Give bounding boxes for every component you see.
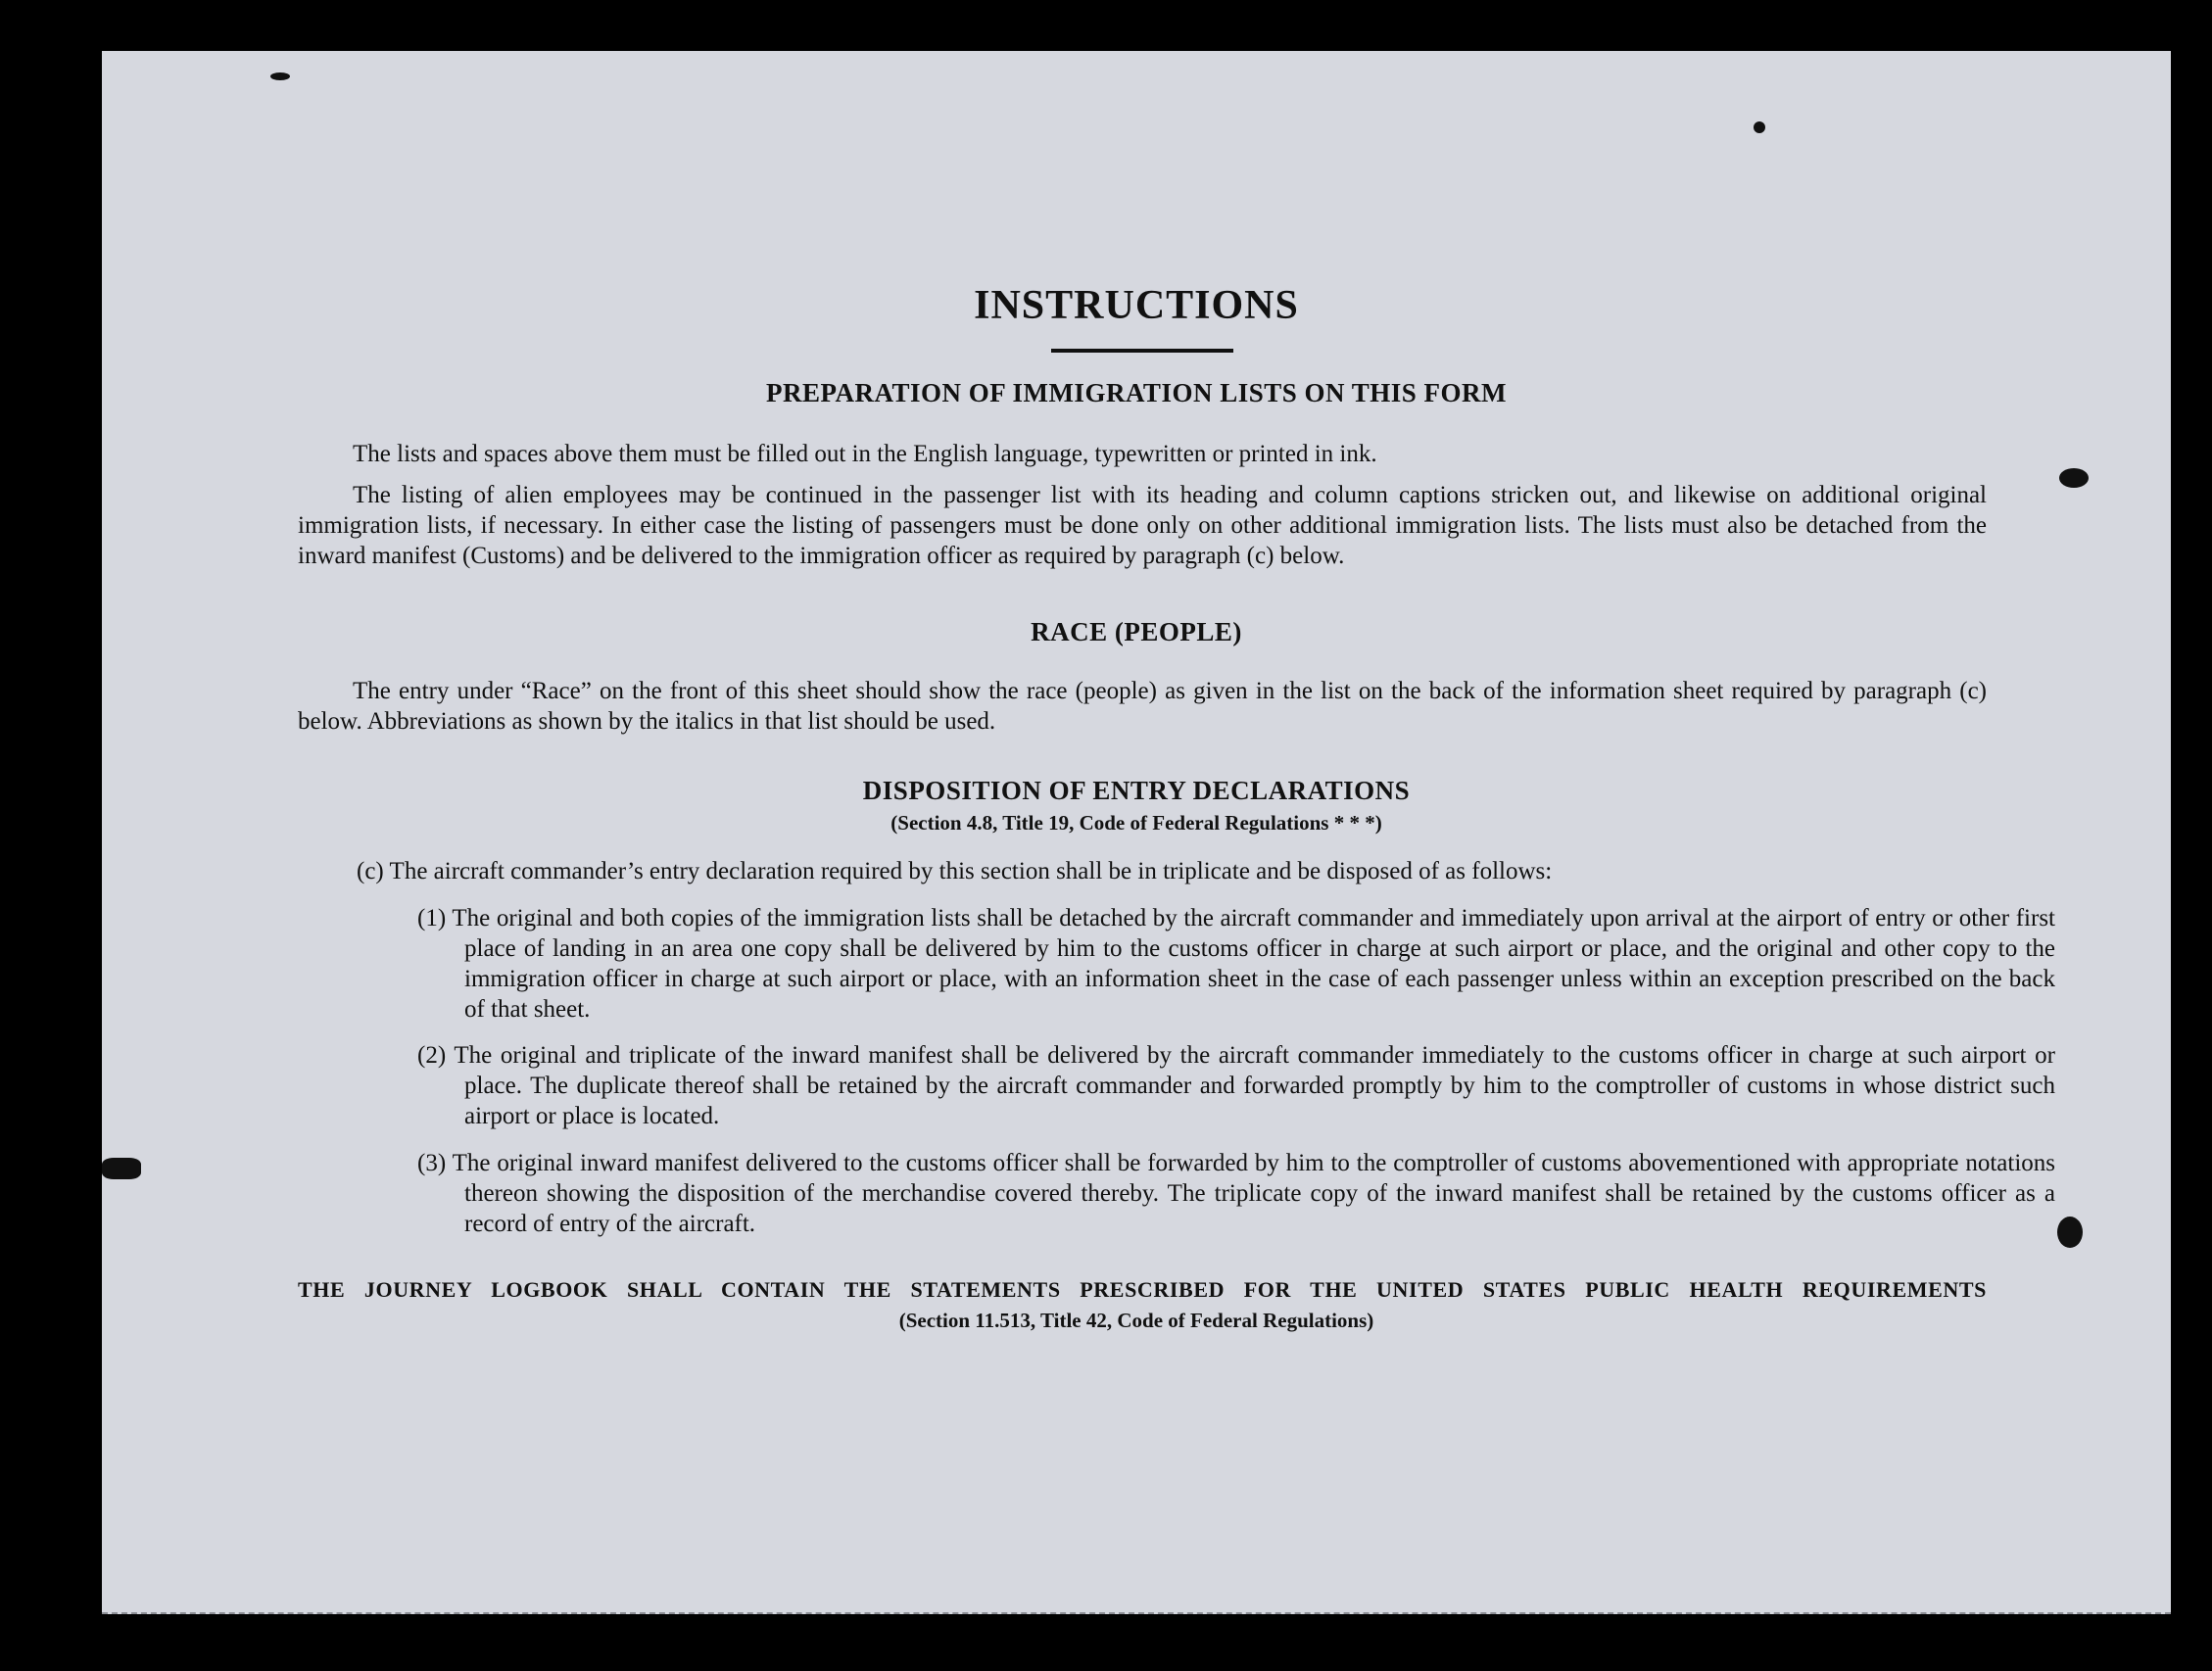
section-heading-preparation: PREPARATION OF IMMIGRATION LISTS ON THIS FORM xyxy=(765,378,1508,407)
document-page xyxy=(102,51,2171,1614)
page-title: INSTRUCTIONS xyxy=(974,283,1299,328)
section-heading-disposition: DISPOSITION OF ENTRY DECLARATIONS xyxy=(862,776,1411,805)
footer-statement: THE JOURNEY LOGBOOK SHALL CONTAIN THE STATEMENTS PRESCRIBED FOR THE UNITED STATES PUBLIC HEALTH REQUIREMENTS xyxy=(298,1277,1987,1302)
paragraph-race-entry: The entry under “Race” on the front of this sheet should show the race (people) as given in the list on the back of the information sheet required by paragraph (c) below. Abbreviations as shown by the italics in that list should be used. xyxy=(298,678,1987,735)
section-citation: (Section 4.8, Title 19, Code of Federal Regulations * * *) xyxy=(890,811,1382,835)
paragraph-lists-language: The lists and spaces above them must be filled out in the English language, typewritten or printed in ink. xyxy=(353,441,1377,467)
list-item: (3) The original inward manifest delivered to the customs officer shall be forwarded by him to the comptroller of customs abovementioned with appropriate notations thereon showing the disposition of the merchandise covered thereby. The triplicate copy of the inward manifest shall be retained by the customs officer as a record of entry of the aircraft. xyxy=(417,1150,2055,1237)
section-heading-race: RACE (PEOPLE) xyxy=(1031,617,1242,646)
list-item: (2) The original and triplicate of the inward manifest shall be delivered by the aircraft commander immediately to the customs officer in charge at such airport or place. The duplicate thereof shall be retained by the aircraft commander and forwarded promptly by him to the comptroller of customs in whose district such airport or place is located. xyxy=(417,1042,2055,1129)
paragraph-c-intro: (c) The aircraft commander’s entry declaration required by this section shall be in triplicate and be disposed of as follows: xyxy=(357,858,1553,884)
title-underline xyxy=(1051,349,1233,353)
paragraph-alien-employees: The listing of alien employees may be continued in the passenger list with its heading and column captions stricken out, and likewise on additional original immigration lists, if necessary. In either case the listing of passengers must be done only on other additional immigration lists. The lists must also be detached from the inward manifest (Customs) and be delivered to the immigration officer as required by paragraph (c) below. xyxy=(298,482,1987,569)
footer-citation: (Section 11.513, Title 42, Code of Federal Regulations) xyxy=(898,1309,1374,1332)
instructions-content xyxy=(102,51,2171,1612)
list-item: (1) The original and both copies of the immigration lists shall be detached by the aircraft commander and immediately upon arrival at the airport of entry or other first place of landing in an area one copy shall be delivered by him to the customs officer in charge at such airport or place, and the original and other copy to the immigration officer in charge at such airport or place, with an information sheet in the case of each passenger unless within an exception prescribed on the back of that sheet. xyxy=(417,905,2055,1023)
